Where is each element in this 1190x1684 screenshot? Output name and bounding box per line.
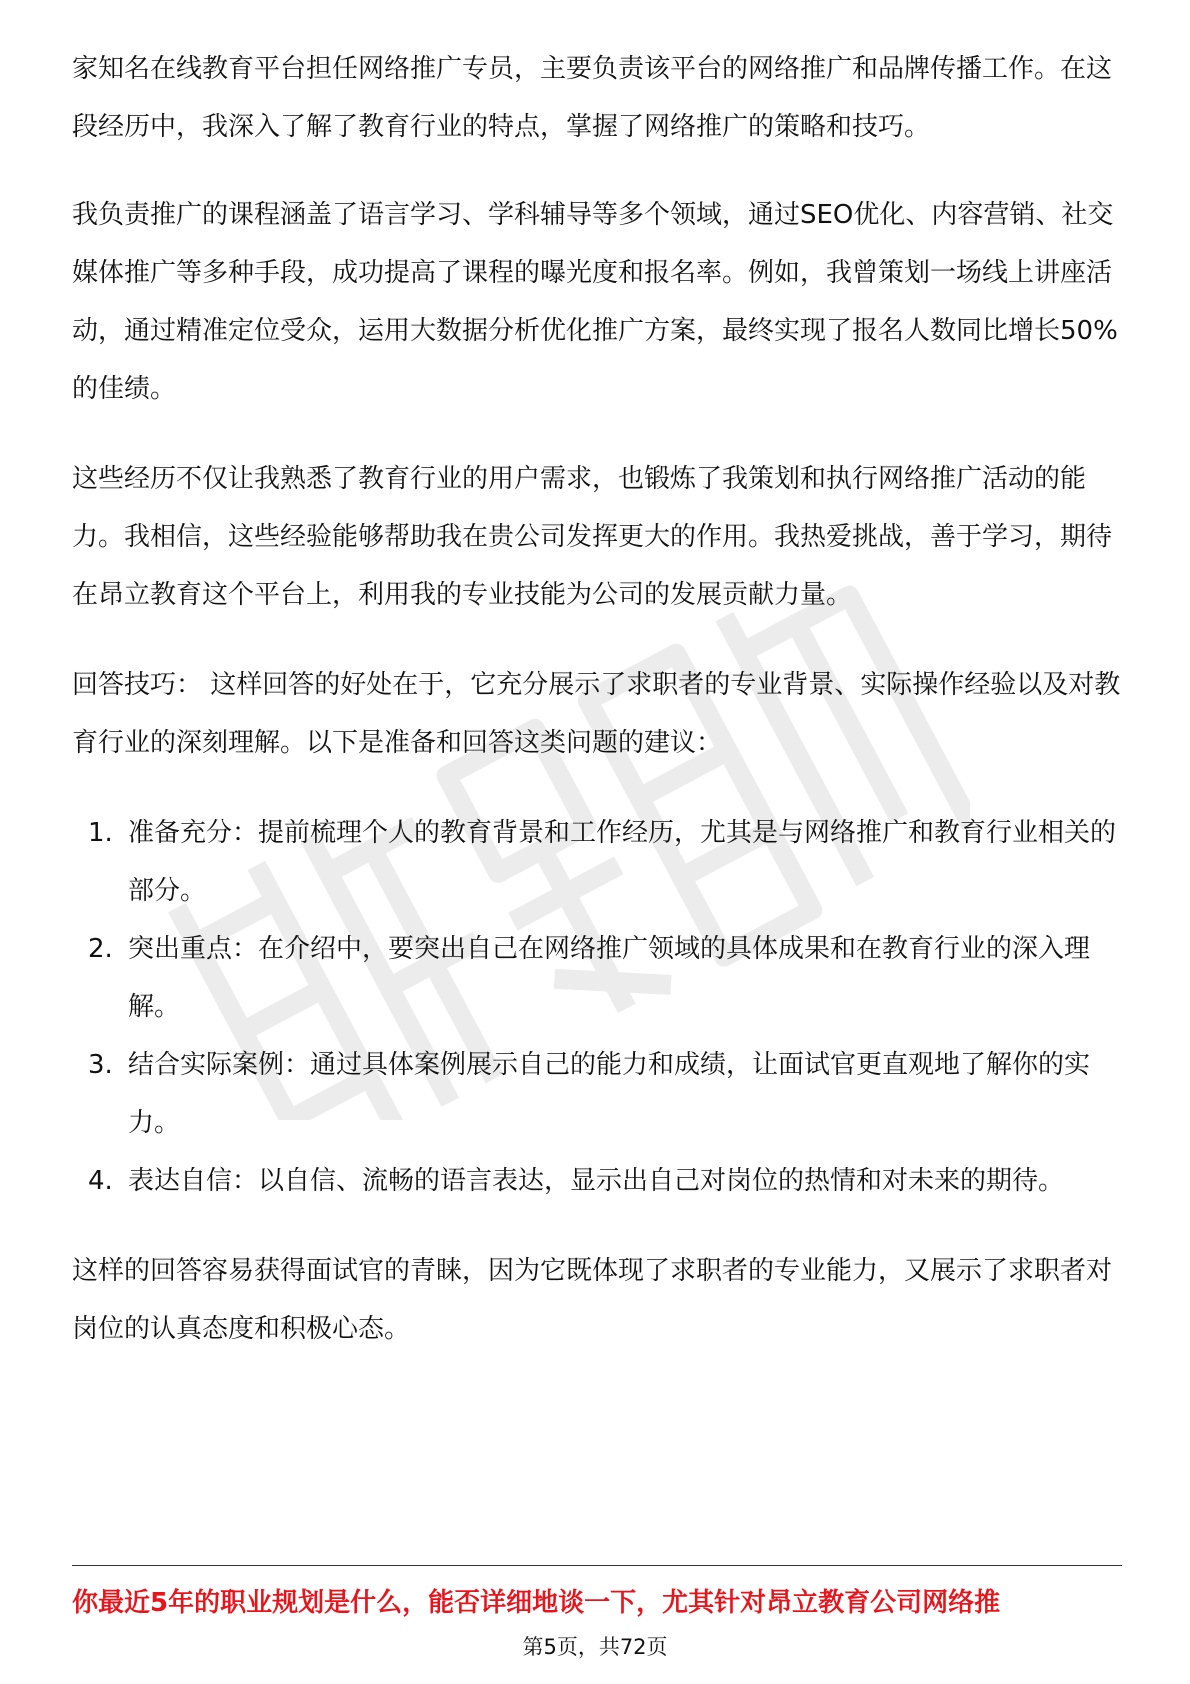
list-item-text: 突出重点：在介绍中，要突出自己在网络推广领域的具体成果和在教育行业的深入理解。 [128,934,1091,1022]
list-item [72,920,1122,1036]
list-item [72,1036,1122,1152]
page-number: 第5页，共72页 [522,1635,668,1659]
list-item-number: 1. [88,818,113,848]
paragraph-experience-intro: 家知名在线教育平台担任网络推广专员，主要负责该平台的网络推广和品牌传播工作。在这段经历中，我深入了解了教育行业的特点，掌握了网络推广的策略和技巧。 [72,54,1113,142]
paragraph-promotion-results: 我负责推广的课程涵盖了语言学习、学科辅导等多个领域，通过SEO优化、内容营销、社交媒体推广等多种手段，成功提高了课程的曝光度和报名率。例如，我曾策划一场线上讲座活动，通过精准定位受众，运用大数据分析优化推广方案，最终实现了报名人数同比增长50%的佳绩。 [72,200,1118,404]
list-item-text: 准备充分：提前梳理个人的教育背景和工作经历，尤其是与网络推广和教育行业相关的部分。 [128,818,1117,906]
document-body [72,40,1122,1390]
next-question-heading: 你最近5年的职业规划是什么，能否详细地谈一下，尤其针对昂立教育公司网络推 [72,1588,1001,1618]
tips-list [72,804,1122,1210]
paragraph-answer-tips: 回答技巧： 这样回答的好处在于，它充分展示了求职者的专业背景、实际操作经验以及对教育行业的深刻理解。以下是准备和回答这类问题的建议： [72,670,1121,758]
paragraph-conclusion: 这样的回答容易获得面试官的青睐，因为它既体现了求职者的专业能力，又展示了求职者对岗位的认真态度和积极心态。 [72,1256,1113,1344]
list-item [72,804,1122,920]
list-item-number: 2. [88,934,113,964]
list-item-number: 4. [88,1166,113,1196]
list-item-number: 3. [88,1050,113,1080]
list-item [72,1152,1122,1210]
paragraph-abilities: 这些经历不仅让我熟悉了教育行业的用户需求，也锻炼了我策划和执行网络推广活动的能力。我相信，这些经验能够帮助我在贵公司发挥更大的作用。我热爱挑战，善于学习，期待在昂立教育这个平台上，利用我的专业技能为公司的发展贡献力量。 [72,464,1113,610]
section-divider [72,1565,1122,1566]
list-item-text: 表达自信：以自信、流畅的语言表达，显示出自己对岗位的热情和对未来的期待。 [128,1166,1065,1196]
list-item-text: 结合实际案例：通过具体案例展示自己的能力和成绩，让面试官更直观地了解你的实力。 [128,1050,1091,1138]
